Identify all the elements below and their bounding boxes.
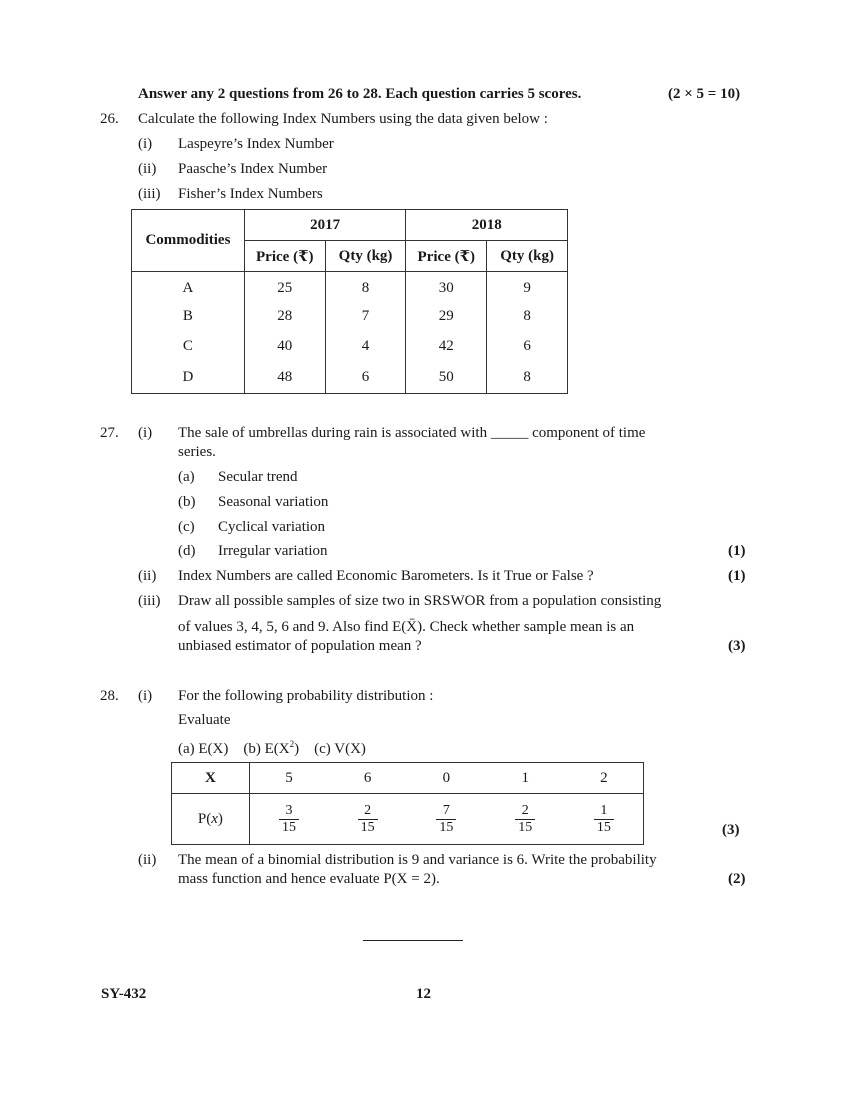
item-text: Laspeyre’s Index Number <box>178 136 334 152</box>
paper-code: SY-432 <box>101 986 147 1002</box>
item-label: (i) <box>138 136 153 152</box>
table-cell: 48 <box>244 362 325 394</box>
marks-label: (1) <box>728 543 746 559</box>
part-text: of values 3, 4, 5, 6 and 9. Also find E(X̄). Check whether sample mean is an <box>178 619 635 635</box>
probability-cell: $\frac{7}{15}$ <box>407 794 486 845</box>
option-label: (d) <box>178 543 196 559</box>
marks-label: (1) <box>728 568 746 584</box>
part-label: (iii) <box>138 593 161 609</box>
table-cell: 8 <box>325 272 406 302</box>
part-text: Draw all possible samples of size two in SRSWOR from a population consisting <box>178 593 662 609</box>
probability-cell: $\frac{2}{15}$ <box>328 794 407 845</box>
column-header: Qty (kg) <box>325 241 406 272</box>
table-cell: 40 <box>244 332 325 362</box>
question-prompt: Calculate the following Index Numbers using the data given below : <box>138 111 548 127</box>
evaluate-item-a: (a) E(X) <box>178 741 229 757</box>
commodity-name: A <box>132 272 245 302</box>
table-cell: 6 <box>487 332 568 362</box>
item-label: (iii) <box>138 186 161 202</box>
item-text: Fisher’s Index Numbers <box>178 186 323 202</box>
end-of-questions-divider <box>363 940 463 941</box>
evaluate-items <box>178 739 366 758</box>
probability-cell: $\frac{3}{15}$ <box>249 794 328 845</box>
table-cell: 50 <box>406 362 487 394</box>
part-text: For the following probability distribution : <box>178 688 434 704</box>
column-header: Price (₹) <box>244 241 325 272</box>
table-row <box>132 332 568 362</box>
option-text: Seasonal variation <box>218 494 329 510</box>
option-label: (a) <box>178 469 195 485</box>
probability-table <box>171 762 644 845</box>
option-label: (b) <box>178 494 196 510</box>
question-number: 28. <box>100 688 119 704</box>
part-label: (ii) <box>138 852 157 868</box>
probability-cell: $\frac{2}{15}$ <box>486 794 565 845</box>
column-header: Price (₹) <box>406 241 487 272</box>
commodity-name: C <box>132 332 245 362</box>
table-cell: 8 <box>487 302 568 332</box>
marks-label: (3) <box>722 822 740 838</box>
table-cell: 8 <box>487 362 568 394</box>
marks-label: (3) <box>728 638 746 654</box>
year-header: 2018 <box>406 210 568 241</box>
page-number: 12 <box>416 986 431 1002</box>
x-value: 1 <box>486 763 565 794</box>
option-text: Secular trend <box>218 469 298 485</box>
part-text: The sale of umbrellas during rain is associated with _____ component of time <box>178 425 646 441</box>
x-value: 6 <box>328 763 407 794</box>
table-cell: 6 <box>325 362 406 394</box>
section-instruction: Answer any 2 questions from 26 to 28. Each question carries 5 scores. <box>138 86 582 102</box>
table-row <box>132 302 568 332</box>
part-label: (ii) <box>138 568 157 584</box>
item-label: (ii) <box>138 161 157 177</box>
table-cell: 7 <box>325 302 406 332</box>
year-header: 2017 <box>244 210 406 241</box>
x-row-header: X <box>172 763 250 794</box>
x-value: 5 <box>249 763 328 794</box>
item-text: Paasche’s Index Number <box>178 161 328 177</box>
table-cell: 25 <box>244 272 325 302</box>
part-text: Evaluate <box>178 712 231 728</box>
table-corner-header: Commodities <box>132 210 245 272</box>
option-label: (c) <box>178 519 195 535</box>
question-number: 27. <box>100 425 119 441</box>
part-label: (i) <box>138 688 153 704</box>
part-text: series. <box>178 444 216 460</box>
section-marks: (2 × 5 = 10) <box>668 86 741 102</box>
part-text: Index Numbers are called Economic Barometers. Is it True or False ? <box>178 568 594 584</box>
table-cell: 42 <box>406 332 487 362</box>
part-text: mass function and hence evaluate P(X = 2). <box>178 871 440 887</box>
question-number: 26. <box>100 111 119 127</box>
table-row <box>132 272 568 302</box>
part-text: unbiased estimator of population mean ? <box>178 638 422 654</box>
evaluate-item-b: (b) $E(X^2)$ <box>243 739 300 757</box>
table-cell: 4 <box>325 332 406 362</box>
part-text: The mean of a binomial distribution is 9 and variance is 6. Write the probability <box>178 852 657 868</box>
index-number-table <box>131 209 568 394</box>
option-text: Cyclical variation <box>218 519 326 535</box>
commodity-name: B <box>132 302 245 332</box>
table-cell: 28 <box>244 302 325 332</box>
table-cell: 9 <box>487 272 568 302</box>
option-text: Irregular variation <box>218 543 328 559</box>
table-cell: 30 <box>406 272 487 302</box>
table-row <box>132 362 568 394</box>
evaluate-item-c: (c) V(X) <box>314 741 366 757</box>
probability-cell: $\frac{1}{15}$ <box>565 794 644 845</box>
x-value: 0 <box>407 763 486 794</box>
x-value: 2 <box>565 763 644 794</box>
commodity-name: D <box>132 362 245 394</box>
table-cell: 29 <box>406 302 487 332</box>
column-header: Qty (kg) <box>487 241 568 272</box>
p-row-header: P(x) <box>172 794 250 845</box>
marks-label: (2) <box>728 871 746 887</box>
part-label: (i) <box>138 425 153 441</box>
